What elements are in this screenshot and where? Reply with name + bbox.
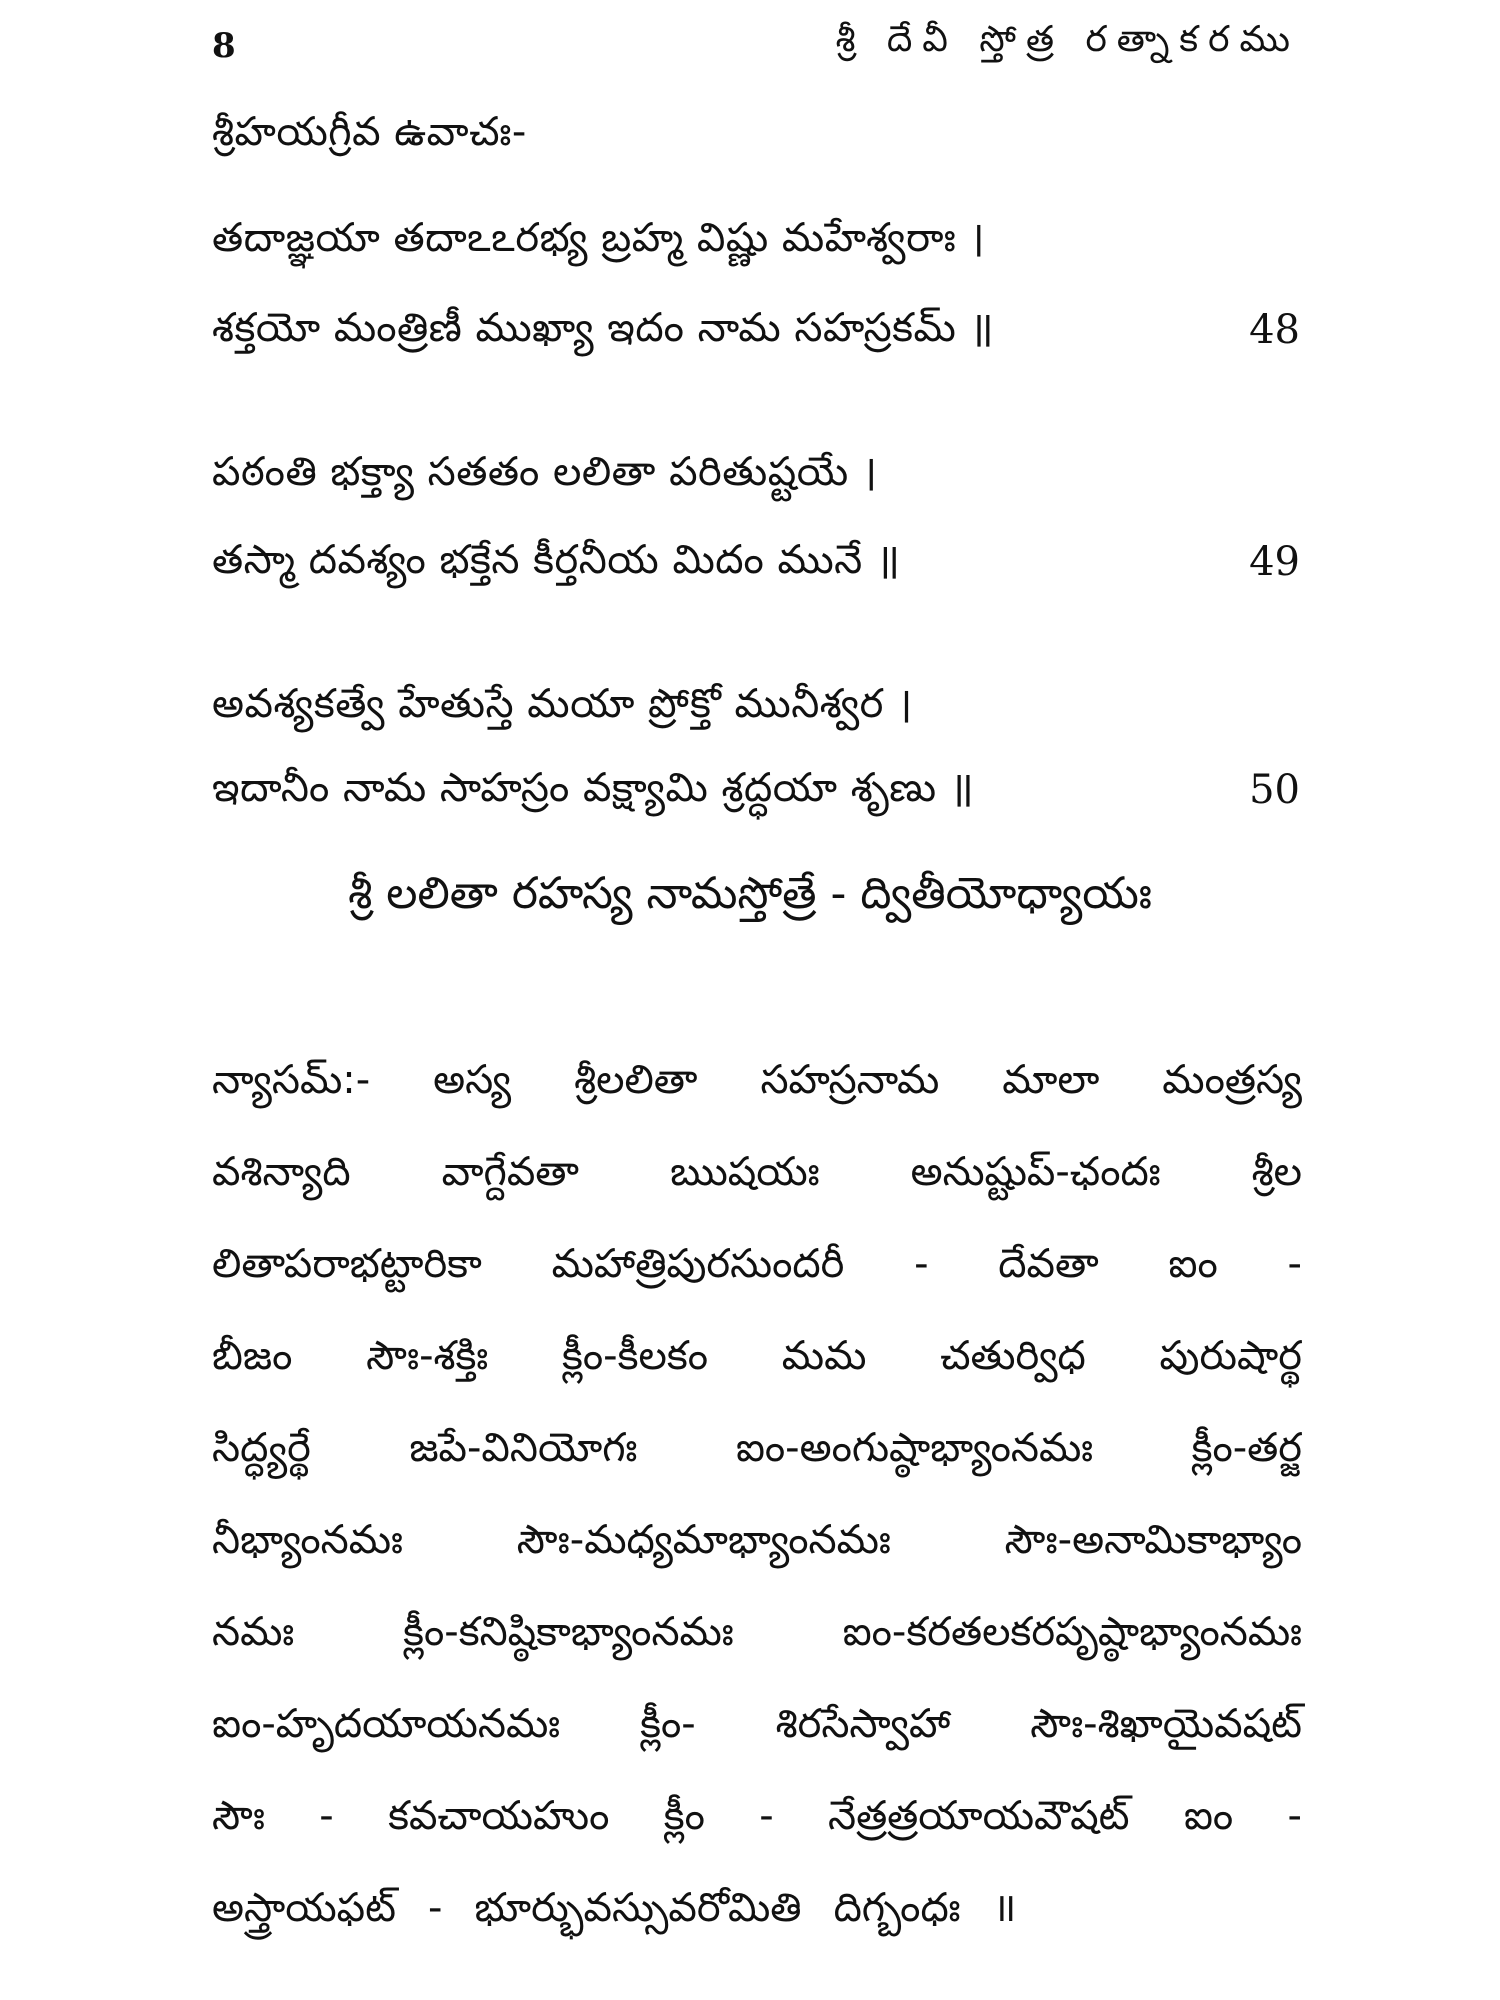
verse-50-line-1: అవశ్యకత్వే హేతుస్తే మయా ప్రోక్తో మునీశ్వర । [212, 681, 913, 727]
page-number: 8 [212, 26, 236, 66]
verse-number-49: 49 [1249, 539, 1300, 585]
nyasa-word: సౌః-శక్తిః [366, 1333, 489, 1379]
verse-number-50: 50 [1249, 767, 1300, 813]
nyasa-word: - [759, 1793, 774, 1839]
nyasa-word: న్యాసమ్:- [212, 1057, 371, 1103]
nyasa-word: ఐం-అంగుష్ఠాభ్యాంనమః [735, 1425, 1094, 1471]
nyasa-word: క్లీం [663, 1793, 705, 1839]
nyasa-word: మాలా [1002, 1057, 1100, 1103]
verse-49-line-2: తస్మా దవశ్యం భక్తేన కీర్తనీయ మిదం మునే ॥ [212, 537, 901, 583]
nyasa-word: దిగ్బంధః [833, 1885, 961, 1931]
verse-48-line-2: శక్తయో మంత్రిణీ ముఖ్యా ఇదం నామ సహస్రకమ్ ॥ [212, 305, 995, 351]
nyasa-word: శ్రీలలితా [574, 1057, 698, 1103]
nyasa-word: కవచాయహుం [388, 1793, 610, 1839]
nyasa-word: సౌః-శిఖాయైవషట్ [1030, 1701, 1302, 1747]
nyasa-word: నీభ్యాంనమః [212, 1517, 403, 1563]
nyasa-line [212, 1609, 1302, 1655]
nyasa-word: భూర్భువస్సువరోమితి [474, 1885, 802, 1931]
nyasa-word: మంత్రస్య [1162, 1057, 1302, 1103]
nyasa-word: క్లీం-తర్జ [1191, 1425, 1302, 1471]
verse-49-line-1: పఠంతి భక్త్యా సతతం లలితా పరితుష్టయే । [212, 449, 878, 495]
nyasa-word: క్లీం-కనిష్ఠికాభ్యాంనమః [403, 1609, 734, 1655]
chapter-heading: శ్రీ లలితా రహస్య నామస్తోత్రే - ద్వితీయోధ్యాయః [348, 868, 1152, 919]
nyasa-word: ఐం-కరతలకరపృష్ఠాభ్యాంనమః [842, 1609, 1302, 1655]
nyasa-line [212, 1517, 1302, 1563]
nyasa-word: మమ [781, 1333, 867, 1379]
nyasa-word: అనుష్టుప్-ఛందః [910, 1149, 1161, 1195]
nyasa-word: పురుషార్థ [1159, 1333, 1302, 1379]
nyasa-word: అస్య [433, 1057, 512, 1103]
nyasa-word: అస్త్రాయఫట్ [212, 1885, 396, 1931]
nyasa-line [212, 1793, 1302, 1839]
running-head-title: శ్రీ దేవీ స్తోత్ర రత్నాకరము [835, 19, 1300, 60]
nyasa-word: చతుర్విధ [940, 1333, 1086, 1379]
nyasa-word: సౌః-మధ్యమాభ్యాంనమః [516, 1517, 891, 1563]
nyasa-line [212, 1425, 1302, 1471]
nyasa-word: శ్రీల [1251, 1149, 1302, 1195]
nyasa-word: సౌః [212, 1793, 265, 1839]
nyasa-word: - [1287, 1793, 1302, 1839]
nyasa-word: నేత్రత్రయాయవౌషట్ [827, 1793, 1130, 1839]
nyasa-word: ॥ [992, 1885, 1017, 1931]
nyasa-word: - [428, 1885, 443, 1931]
nyasa-word: ఋషయః [670, 1149, 820, 1195]
nyasa-word: బీజం [212, 1333, 293, 1379]
nyasa-word: - [914, 1241, 929, 1287]
nyasa-word: సౌః-అనామికాభ్యాం [1004, 1517, 1302, 1563]
nyasa-line [212, 1057, 1302, 1103]
nyasa-word: సహస్రనామ [760, 1057, 940, 1103]
verse-50-line-2: ఇదానీం నామ సాహస్రం వక్ష్యామి శ్రద్ధయా శృణు ॥ [212, 765, 975, 811]
nyasa-word: క్లీం-కీలకం [562, 1333, 708, 1379]
nyasa-word: వశిన్యాది [212, 1149, 351, 1195]
nyasa-line [212, 1885, 1302, 1931]
nyasa-word: మహాత్రిపురసుందరీ [551, 1241, 845, 1287]
nyasa-word: శిరసేస్వాహా [775, 1701, 951, 1747]
nyasa-word: జపే-వినియోగః [409, 1425, 638, 1471]
nyasa-word: - [1287, 1241, 1302, 1287]
nyasa-word: లితాపరాభట్టారికా [212, 1241, 482, 1287]
nyasa-line [212, 1149, 1302, 1195]
speaker-heading: శ్రీహయగ్రీవ ఉవాచః- [212, 109, 527, 155]
nyasa-line [212, 1333, 1302, 1379]
nyasa-word: ఐం [1183, 1793, 1234, 1839]
nyasa-line [212, 1701, 1302, 1747]
verse-number-48: 48 [1249, 307, 1300, 353]
nyasa-word: దేవతా [998, 1241, 1099, 1287]
nyasa-word: వాగ్దేవతా [441, 1149, 580, 1195]
nyasa-word: - [319, 1793, 334, 1839]
nyasa-word: నమః [212, 1609, 295, 1655]
nyasa-word: ఐం [1168, 1241, 1218, 1287]
nyasa-word: క్లీం- [640, 1701, 696, 1747]
nyasa-line [212, 1241, 1302, 1287]
verse-48-line-1: తదాజ్ఞయా తదాఽఽరభ్య బ్రహ్మ విష్ణు మహేశ్వరాః । [212, 215, 986, 261]
nyasa-word: ఐం-హృదయాయనమః [212, 1701, 561, 1747]
nyasa-word: సిద్ధ్యర్థే [212, 1425, 311, 1471]
